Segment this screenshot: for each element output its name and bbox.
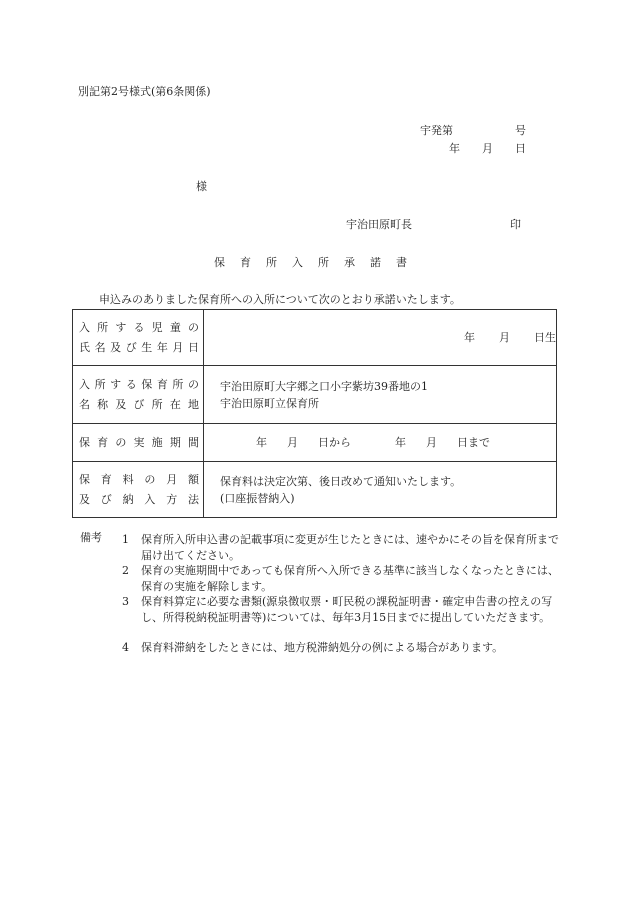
- issue-date-year: 年: [449, 142, 460, 155]
- table-row-child: [73, 310, 557, 366]
- birth-month: 月: [499, 331, 510, 344]
- notes-heading: 備考: [80, 531, 102, 544]
- child-birth-date: [204, 310, 557, 366]
- fee-value: [204, 462, 557, 518]
- issue-number-suffix: 号: [515, 124, 526, 137]
- issue-date: [449, 143, 526, 154]
- birth-year: 年: [464, 331, 475, 344]
- table-row-facility: [73, 366, 557, 424]
- issue-date-day: 日: [515, 142, 526, 155]
- issue-date-month: 月: [482, 142, 493, 155]
- note-item: [122, 563, 560, 594]
- child-label: [73, 310, 204, 366]
- period-to-day: 日まで: [457, 436, 490, 449]
- note-text: 保育の実施期間中であっても保育所へ入所できる基準に該当しなくなったときには、保育の実施を解除します。: [141, 564, 559, 593]
- period-from-year: 年: [256, 436, 267, 449]
- note-number: 4: [122, 641, 129, 654]
- issuer-name: 宇治田原町長: [346, 218, 412, 231]
- period-value: [204, 424, 557, 462]
- period-from-day: 日から: [318, 436, 351, 449]
- issuer: [346, 219, 521, 230]
- child-label-line2: 氏名及び生年月日: [79, 340, 199, 354]
- facility-value: [204, 366, 557, 424]
- issuer-seal: 印: [510, 218, 521, 231]
- period-from-month: 月: [287, 436, 298, 449]
- period-to-month: 月: [426, 436, 437, 449]
- note-item: [122, 532, 560, 563]
- issue-number: [420, 125, 526, 136]
- facility-label: [73, 366, 204, 424]
- birth-day: 日生: [534, 331, 556, 344]
- table-row-fee: [73, 462, 557, 518]
- period-label-cell: [73, 424, 204, 462]
- recipient-suffix: 様: [196, 180, 207, 193]
- table-row-period: [73, 424, 557, 462]
- note-text: 保育所入所申込書の記載事項に変更が生じたときには、速やかにその旨を保育所まで届け出てください。: [141, 533, 559, 562]
- note-number: 1: [122, 533, 129, 546]
- note-text: 保育料算定に必要な書類(源泉徴収票・町民税の課税証明書・確定申告書の控えの写し、所得税納税証明書等)については、毎年3月15日までに提出していただきます。: [141, 595, 553, 624]
- facility-name: 宇治田原町立保育所: [220, 396, 319, 410]
- fee-label-line2: 及び納入方法: [79, 492, 199, 506]
- fee-label-line1: 保育料の月額: [79, 472, 199, 486]
- fee-label: [73, 462, 204, 518]
- note-item: [122, 640, 560, 656]
- form-label: 別記第2号様式(第6条関係): [78, 85, 211, 98]
- facility-label-line1: 入所する保育所の: [79, 377, 199, 391]
- facility-label-line2: 名称及び所在地: [79, 397, 199, 411]
- note-number: 3: [122, 595, 129, 608]
- note-item: [122, 594, 560, 625]
- approval-table: [72, 309, 557, 518]
- child-label-line1: 入所する児童の: [79, 320, 199, 334]
- document-title: 保育所入所承諾書: [214, 256, 422, 269]
- period-label: 保育の実施期間: [79, 435, 199, 449]
- intro-text: 申込みのありました保育所への入所について次のとおり承諾いたします。: [99, 293, 461, 306]
- period-to-year: 年: [395, 436, 406, 449]
- note-text: 保育料滞納をしたときには、地方税滞納処分の例による場合があります。: [141, 641, 504, 654]
- facility-address: 宇治田原町大字郷之口小字紫坊39番地の1: [220, 379, 428, 393]
- fee-text-line2: (口座振替納入): [220, 491, 295, 505]
- note-number: 2: [122, 564, 129, 577]
- issue-number-prefix: 宇発第: [420, 124, 453, 137]
- fee-text-line1: 保育料は決定次第、後日改めて通知いたします。: [220, 474, 462, 488]
